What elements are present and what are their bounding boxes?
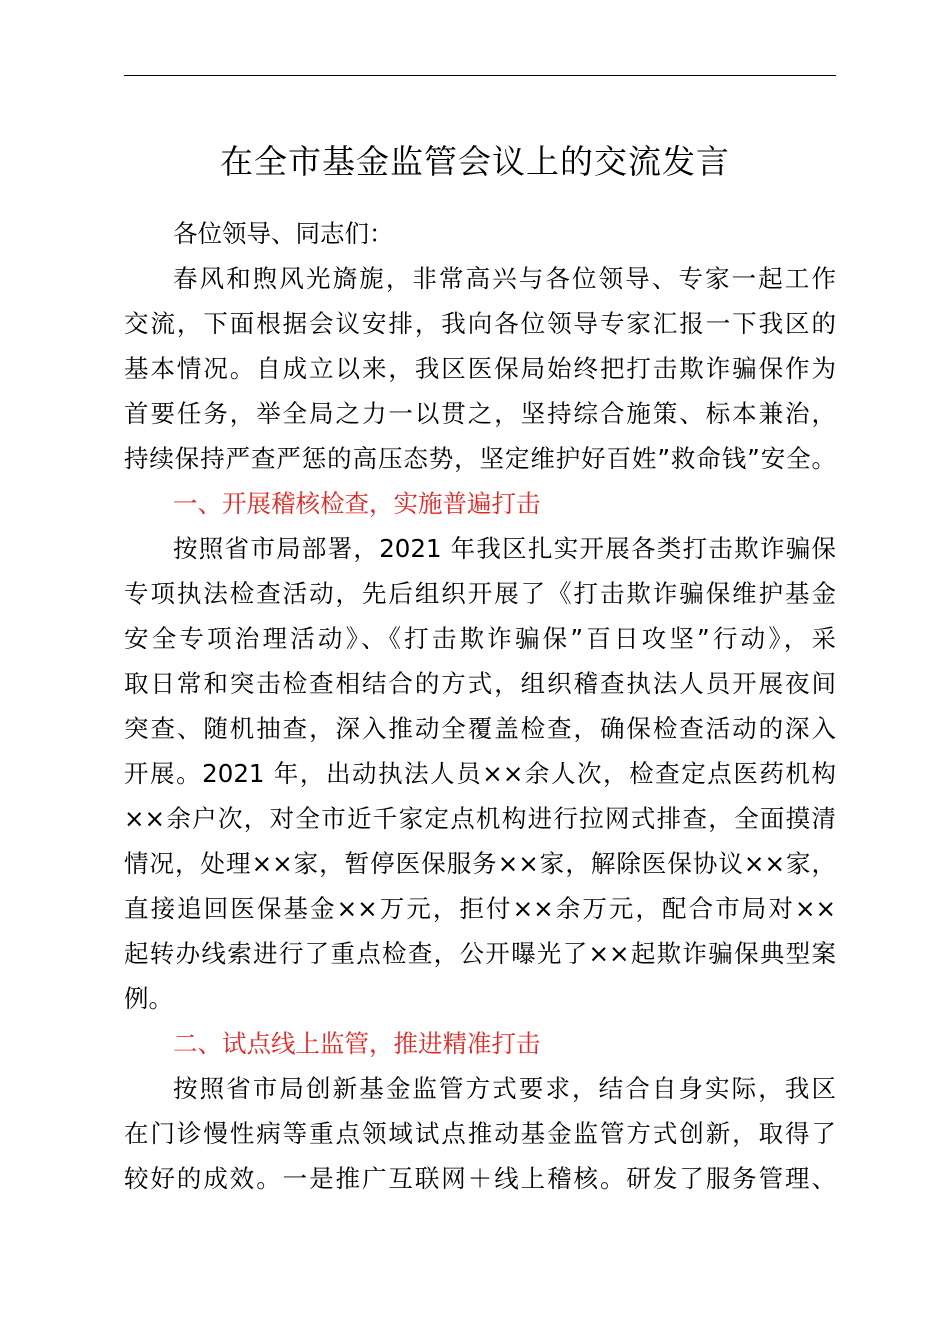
paragraph-line: 春风和煦风光旖旎，非常高兴与各位领导、专家一起工作 [173,264,836,293]
paragraph-line: 例。 [124,984,173,1013]
paragraph-line: 在门诊慢性病等重点领域试点推动基金监管方式创新，取得了 [124,1119,836,1148]
header-rule [124,75,836,76]
paragraph-line: 安全专项治理活动》、《打击欺诈骗保”百日攻坚”行动》，采 [124,624,836,653]
section-heading: 二、试点线上监管，推进精准打击 [173,1029,541,1058]
paragraph-line: 首要任务，举全局之力一以贯之，坚持综合施策、标本兼治， [124,399,836,428]
paragraph-line: 基本情况。自成立以来，我区医保局始终把打击欺诈骗保作为 [124,354,836,383]
paragraph-line: 持续保持严查严惩的高压态势，坚定维护好百姓”救命钱”安全。 [124,444,836,473]
paragraph-line: 按照省市局部署，2021 年我区扎实开展各类打击欺诈骗保 [173,534,836,563]
section-heading: 一、开展稽核检查，实施普遍打击 [173,489,541,518]
paragraph-line: 情况，处理××家，暂停医保服务××家，解除医保协议××家， [124,849,836,878]
document-title: 在全市基金监管会议上的交流发言 [220,142,730,181]
greeting: 各位领导、同志们： [173,219,394,248]
paragraph-line: 按照省市局创新基金监管方式要求，结合自身实际，我区 [173,1074,836,1103]
paragraph-line: 交流，下面根据会议安排，我向各位领导专家汇报一下我区的 [124,309,836,338]
paragraph-line: 专项执法检查活动，先后组织开展了《打击欺诈骗保维护基金 [124,579,836,608]
paragraph-line: 开展。2021 年，出动执法人员××余人次，检查定点医药机构 [124,759,836,788]
paragraph-line: 取日常和突击检查相结合的方式，组织稽查执法人员开展夜间 [124,669,836,698]
paragraph-line: 较好的成效。一是推广互联网＋线上稽核。研发了服务管理、 [124,1164,836,1193]
paragraph-line: ××余户次，对全市近千家定点机构进行拉网式排查，全面摸清 [124,804,836,833]
paragraph-line: 突查、随机抽查，深入推动全覆盖检查，确保检查活动的深入 [124,714,836,743]
paragraph-line: 直接追回医保基金××万元，拒付××余万元，配合市局对×× [124,894,836,923]
paragraph-line: 起转办线索进行了重点检查，公开曝光了××起欺诈骗保典型案 [124,939,836,968]
